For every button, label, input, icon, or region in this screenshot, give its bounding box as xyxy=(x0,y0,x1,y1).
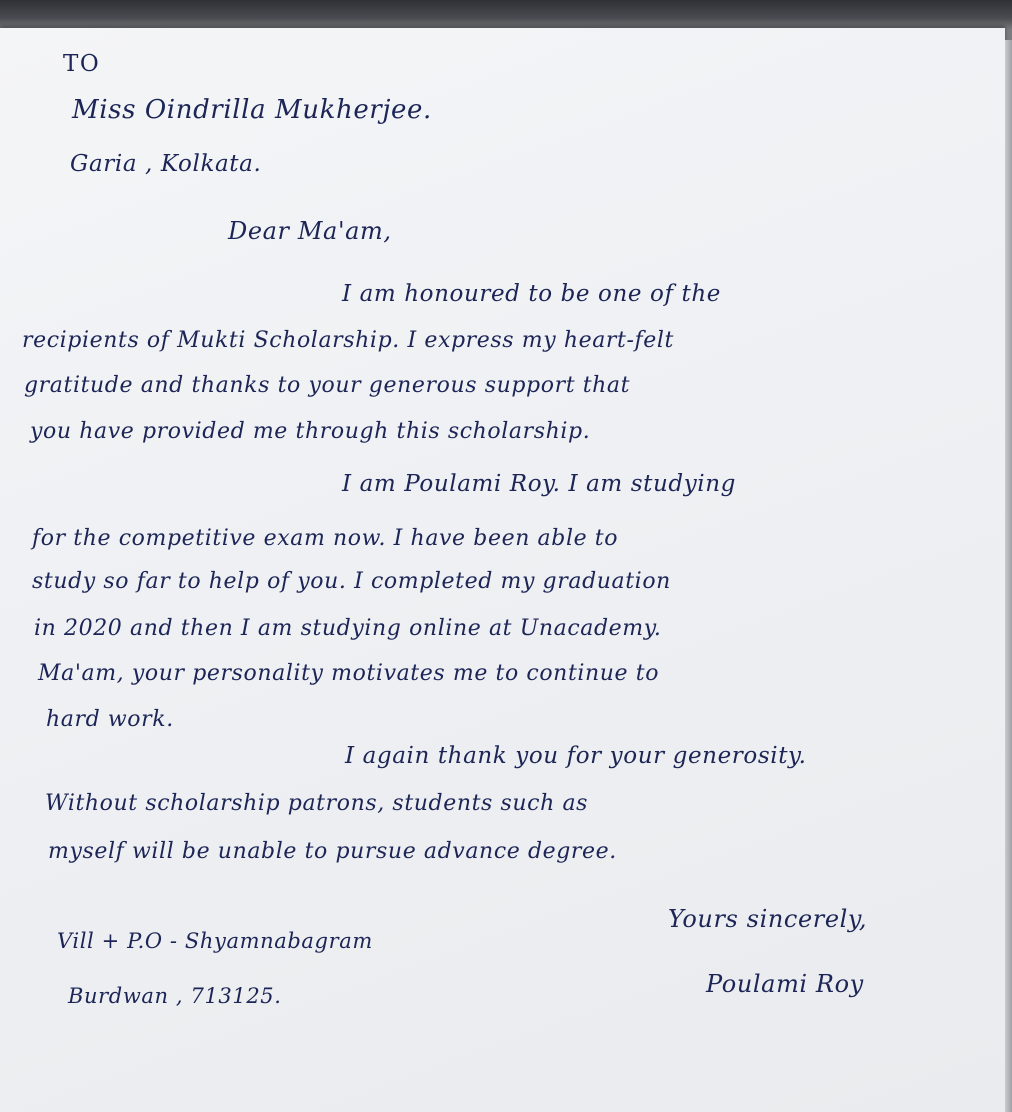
body-line: Ma'am, your personality motivates me to continue to xyxy=(38,661,660,686)
closing-text: Yours sincerely, xyxy=(668,905,868,933)
body-line: gratitude and thanks to your generous support that xyxy=(24,373,631,398)
body-line: I am honoured to be one of the xyxy=(342,281,721,307)
body-line: myself will be unable to pursue advance degree. xyxy=(48,839,617,864)
signature-name: Poulami Roy xyxy=(706,970,864,998)
paper-edge xyxy=(1005,40,1012,1112)
recipient-name: Miss Oindrilla Mukherjee. xyxy=(72,95,432,125)
recipient-to: TO xyxy=(63,51,101,77)
body-line: I again thank you for your generosity. xyxy=(345,743,807,769)
body-line: recipients of Mukti Scholarship. I express my heart-felt xyxy=(22,328,674,353)
sender-address-line1: Vill + P.O - Shyamnabagram xyxy=(57,929,373,953)
body-line: hard work. xyxy=(46,707,174,732)
body-line: Without scholarship patrons, students such as xyxy=(45,791,589,816)
body-line: in 2020 and then I am studying online at Unacademy. xyxy=(34,616,662,641)
sender-address-line2: Burdwan , 713125. xyxy=(68,984,282,1008)
body-line: I am Poulami Roy. I am studying xyxy=(342,471,737,497)
body-line: for the competitive exam now. I have been able to xyxy=(32,526,619,551)
recipient-address: Garia , Kolkata. xyxy=(70,151,262,177)
body-line: you have provided me through this scholarship. xyxy=(30,419,591,444)
body-line: study so far to help of you. I completed my graduation xyxy=(32,569,671,594)
salutation: Dear Ma'am, xyxy=(228,217,392,245)
